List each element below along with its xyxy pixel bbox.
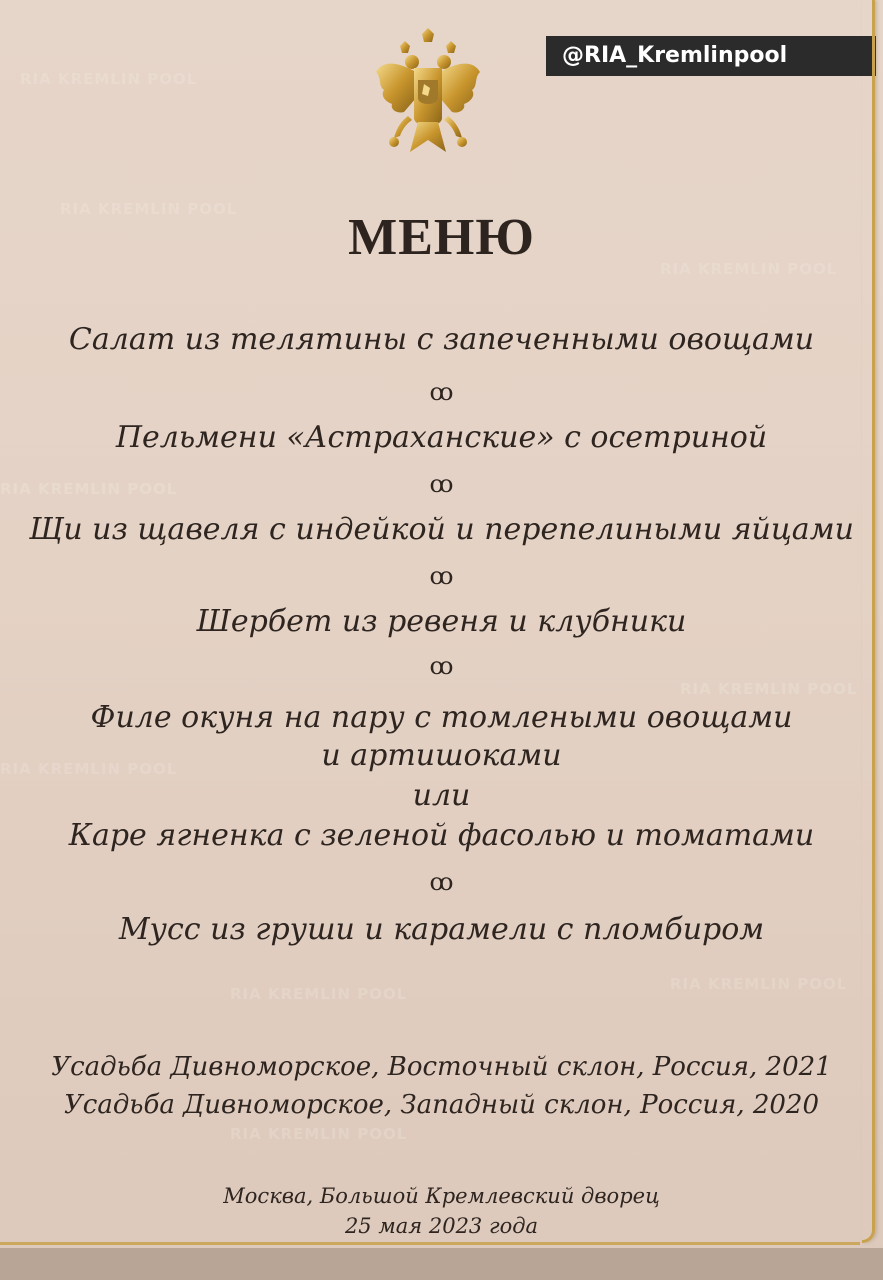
footer-date: 25 мая 2023 года	[344, 1214, 539, 1238]
watermark: RIA KREMLIN POOL	[0, 760, 178, 778]
ornament-divider: ꝏ	[429, 378, 454, 406]
watermark: RIA KREMLIN POOL	[20, 70, 198, 88]
footer-place: Москва, Большой Кремлевский дворец	[223, 1184, 660, 1208]
watermark: RIA KREMLIN POOL	[680, 680, 858, 698]
dish-4: Шербет из ревеня и клубники	[196, 604, 687, 639]
dish-6: Каре ягненка с зеленой фасолью и томатами	[68, 818, 815, 853]
watermark: RIA KREMLIN POOL	[60, 200, 238, 218]
watermark: RIA KREMLIN POOL	[230, 985, 408, 1003]
watermark: RIA KREMLIN POOL	[230, 1125, 408, 1143]
watermark: RIA KREMLIN POOL	[670, 975, 848, 993]
gold-border	[862, 0, 875, 1243]
gold-bottom-border	[0, 1242, 860, 1245]
ornament-divider: ꝏ	[429, 868, 454, 896]
menu-title: МЕНЮ	[348, 209, 535, 266]
dish-alternative-or: или	[412, 778, 471, 813]
wine-1: Усадьба Дивноморское, Восточный склон, Россия, 2021	[51, 1052, 832, 1082]
dish-1: Салат из телятины с запеченными овощами	[68, 322, 815, 357]
wine-2: Усадьба Дивноморское, Западный склон, Россия, 2020	[63, 1090, 820, 1120]
dish-5-continued: и артишоками	[321, 738, 562, 773]
source-handle-badge: @RIA_Kremlinpool	[546, 36, 876, 76]
dish-3: Щи из щавеля с индейкой и перепелиными яйцами	[29, 512, 854, 547]
dish-5: Филе окуня на пару с томлеными овощами	[90, 700, 793, 735]
watermark: RIA KREMLIN POOL	[0, 480, 178, 498]
watermark: RIA KREMLIN POOL	[660, 260, 838, 278]
ornament-divider: ꝏ	[429, 470, 454, 498]
dish-2: Пельмени «Астраханские» с осетриной	[115, 420, 768, 455]
ornament-divider: ꝏ	[429, 562, 454, 590]
ornament-divider: ꝏ	[429, 652, 454, 680]
table-surface	[0, 1248, 883, 1280]
dish-7: Мусс из груши и карамели с пломбиром	[118, 912, 765, 947]
coat-of-arms-emblem	[372, 28, 484, 168]
